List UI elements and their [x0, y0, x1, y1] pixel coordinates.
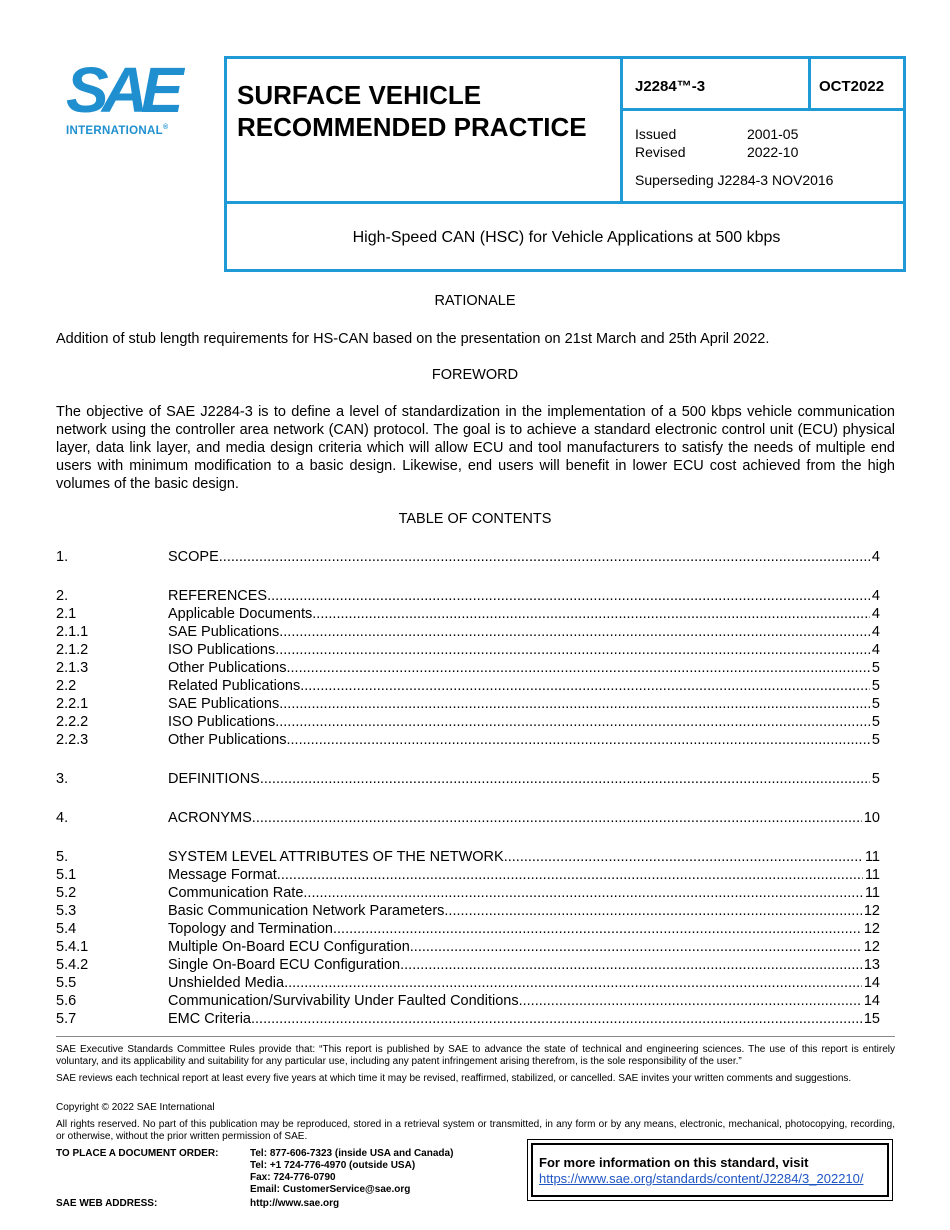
toc-entry-title-wrap — [168, 605, 870, 623]
toc-entry[interactable] — [56, 548, 880, 566]
toc-entry-page: 4 — [871, 549, 880, 565]
toc-entry-title: ISO Publications — [168, 714, 276, 730]
toc-entry[interactable] — [56, 713, 880, 731]
toc-leader-dots — [267, 587, 870, 605]
toc-entry-title-wrap — [168, 677, 870, 695]
toc-entry-page: 5 — [871, 696, 880, 712]
revised-value: 2022-10 — [747, 144, 799, 160]
review-note: SAE reviews each technical report at least every five years at which time it may be revised, reaffirmed, stabilized, or cancelled. SAE invites your written comments and suggestions. — [56, 1073, 852, 1084]
toc-entry-page: 11 — [864, 849, 880, 865]
toc-entry[interactable] — [56, 659, 880, 677]
footer-rule — [56, 1036, 895, 1037]
more-info-text: For more information on this standard, visit — [539, 1155, 809, 1170]
document-history — [635, 125, 905, 189]
toc-entry-page: 5 — [871, 732, 880, 748]
foreword-heading: FOREWORD — [431, 367, 519, 383]
toc-entry-page: 12 — [863, 921, 880, 937]
toc-entry[interactable] — [56, 974, 880, 992]
toc-entry[interactable] — [56, 866, 880, 884]
toc-entry[interactable] — [56, 920, 880, 938]
toc-entry-number: 5.3 — [56, 903, 77, 919]
toc-entry-number: 5.6 — [56, 993, 77, 1009]
toc-entry-number: 5.2 — [56, 885, 77, 901]
issued-value: 2001-05 — [747, 126, 799, 142]
header-divider — [227, 201, 906, 204]
toc-entry[interactable] — [56, 641, 880, 659]
toc-entry-title-wrap — [168, 920, 862, 938]
toc-entry[interactable] — [56, 1010, 880, 1028]
table-of-contents — [56, 548, 880, 1028]
toc-entry-title: EMC Criteria — [168, 1011, 251, 1027]
header-divider — [620, 59, 623, 201]
toc-entry-page: 4 — [871, 642, 880, 658]
toc-entry-page: 4 — [871, 588, 880, 604]
document-date: OCT2022 — [819, 78, 885, 95]
toc-entry-number: 3. — [56, 771, 69, 787]
toc-entry-title: DEFINITIONS — [168, 771, 260, 787]
toc-entry[interactable] — [56, 848, 880, 866]
toc-leader-dots — [286, 731, 869, 749]
document-type — [237, 79, 617, 143]
toc-entry-title: Other Publications — [168, 732, 287, 748]
toc-leader-dots — [300, 677, 870, 695]
document-number: J2284™-3 — [635, 78, 706, 95]
toc-entry-title-wrap — [168, 659, 870, 677]
toc-leader-dots — [219, 548, 870, 566]
toc-entry-page: 5 — [871, 714, 880, 730]
toc-leader-dots — [252, 809, 862, 827]
toc-leader-dots — [444, 902, 861, 920]
toc-entry[interactable] — [56, 902, 880, 920]
toc-entry[interactable] — [56, 770, 880, 788]
toc-entry-title-wrap — [168, 770, 870, 788]
toc-entry-title-wrap — [168, 992, 862, 1010]
toc-entry[interactable] — [56, 587, 880, 605]
logo-mark: SAE — [66, 54, 177, 126]
toc-spacer — [56, 788, 880, 809]
rights-note: All rights reserved. No part of this publication may be reproduced, stored in a retrieval system or transmitted, in any form or by any means, electronic, mechanical, photocopying, recording, or otherwise, without the prior written permission of SAE. — [56, 1119, 895, 1142]
toc-entry-title: Other Publications — [168, 660, 287, 676]
toc-leader-dots — [275, 641, 870, 659]
toc-entry[interactable] — [56, 731, 880, 749]
toc-entry-title: SYSTEM LEVEL ATTRIBUTES OF THE NETWORK — [168, 849, 504, 865]
document-type-line: RECOMMENDED PRACTICE — [237, 112, 587, 142]
toc-entry-title-wrap — [168, 1010, 862, 1028]
toc-entry-title: Multiple On-Board ECU Configuration — [168, 939, 410, 955]
toc-entry-page: 11 — [864, 885, 880, 901]
toc-leader-dots — [312, 605, 870, 623]
toc-spacer — [56, 566, 880, 587]
toc-entry-page: 12 — [863, 903, 880, 919]
toc-entry-title: SCOPE — [168, 549, 219, 565]
rationale-text: Addition of stub length requirements for HS-CAN based on the presentation on 21st March and 25th April 2022. — [56, 331, 770, 347]
toc-entry-page: 4 — [871, 606, 880, 622]
toc-leader-dots — [410, 938, 862, 956]
toc-leader-dots — [284, 974, 862, 992]
superseding-note: Superseding J2284-3 NOV2016 — [635, 172, 834, 188]
document-type-line: SURFACE VEHICLE — [237, 80, 482, 110]
toc-leader-dots — [275, 713, 870, 731]
toc-entry-title: SAE Publications — [168, 696, 280, 712]
logo-subtitle: INTERNATIONAL® — [66, 124, 169, 137]
toc-entry-title: REFERENCES — [168, 588, 268, 604]
fax: Fax: 724-776-0790 — [250, 1172, 336, 1183]
toc-entry-page: 14 — [863, 975, 880, 991]
toc-entry-title: Basic Communication Network Parameters — [168, 903, 445, 919]
toc-leader-dots — [279, 623, 870, 641]
toc-entry-title: Communication Rate — [168, 885, 304, 901]
toc-entry-number: 2.2.1 — [56, 696, 89, 712]
toc-entry-page: 5 — [871, 678, 880, 694]
toc-leader-dots — [504, 848, 863, 866]
toc-entry-title-wrap — [168, 695, 870, 713]
toc-entry-number: 5.5 — [56, 975, 77, 991]
toc-leader-dots — [279, 695, 870, 713]
toc-entry[interactable] — [56, 992, 880, 1010]
contact-details — [250, 1148, 530, 1196]
toc-entry-title-wrap — [168, 974, 862, 992]
toc-leader-dots — [400, 956, 862, 974]
standard-link[interactable]: https://www.sae.org/standards/content/J2284/3_202210/ — [539, 1171, 864, 1186]
toc-entry-page: 10 — [863, 810, 880, 826]
document-title: High-Speed CAN (HSC) for Vehicle Applications at 500 kbps — [352, 229, 781, 246]
toc-entry-number: 2.2 — [56, 678, 77, 694]
toc-leader-dots — [286, 659, 869, 677]
more-info-box — [527, 1139, 893, 1201]
issued-label: Issued — [635, 126, 677, 142]
header-box — [224, 56, 906, 272]
toc-entry-title-wrap — [168, 848, 863, 866]
email-link[interactable]: Email: CustomerService@sae.org — [250, 1184, 411, 1195]
sae-logo — [66, 54, 188, 140]
toc-leader-dots — [260, 770, 870, 788]
web-address-link[interactable]: http://www.sae.org — [250, 1198, 340, 1209]
toc-entry-number: 2.1.3 — [56, 660, 89, 676]
phone-inside: Tel: 877-606-7323 (inside USA and Canada) — [250, 1148, 454, 1159]
toc-entry[interactable] — [56, 809, 880, 827]
toc-entry-title-wrap — [168, 548, 870, 566]
toc-entry-title: Unshielded Media — [168, 975, 285, 991]
copyright: Copyright © 2022 SAE International — [56, 1102, 215, 1113]
toc-entry-page: 12 — [863, 939, 880, 955]
toc-entry-number: 5.7 — [56, 1011, 77, 1027]
toc-leader-dots — [333, 920, 862, 938]
toc-entry-title: Applicable Documents — [168, 606, 313, 622]
order-label: TO PLACE A DOCUMENT ORDER: — [56, 1148, 219, 1159]
header-divider — [620, 108, 906, 111]
toc-entry-title: ISO Publications — [168, 642, 276, 658]
toc-entry[interactable] — [56, 623, 880, 641]
toc-entry-page: 13 — [863, 957, 880, 973]
more-info-inner — [531, 1143, 889, 1197]
rationale-heading: RATIONALE — [434, 293, 516, 309]
toc-entry-number: 5.4 — [56, 921, 77, 937]
toc-entry-title-wrap — [168, 713, 870, 731]
toc-entry-title-wrap — [168, 884, 863, 902]
toc-entry[interactable] — [56, 605, 880, 623]
toc-entry-title-wrap — [168, 731, 870, 749]
toc-entry-number: 2.2.2 — [56, 714, 89, 730]
toc-entry-number: 5.1 — [56, 867, 77, 883]
toc-entry-page: 11 — [864, 867, 880, 883]
toc-entry-number: 2.1 — [56, 606, 77, 622]
revised-label: Revised — [635, 144, 686, 160]
toc-entry-title-wrap — [168, 641, 870, 659]
toc-entry-page: 5 — [871, 771, 880, 787]
web-label: SAE WEB ADDRESS: — [56, 1198, 158, 1209]
toc-spacer — [56, 827, 880, 848]
toc-entry-number: 2.1.2 — [56, 642, 89, 658]
toc-entry-title-wrap — [168, 956, 862, 974]
toc-entry-title-wrap — [168, 866, 863, 884]
toc-entry-number: 2.2.3 — [56, 732, 89, 748]
toc-entry[interactable] — [56, 938, 880, 956]
toc-entry-page: 14 — [863, 993, 880, 1009]
toc-entry-page: 5 — [871, 660, 880, 676]
toc-entry-title: Topology and Termination — [168, 921, 333, 937]
toc-entry-page: 4 — [871, 624, 880, 640]
committee-rules-note: SAE Executive Standards Committee Rules provide that: “This report is published by SAE to advance the state of technical and engineering sciences. The use of this report is entirely voluntary, and its applicability and suitability for any particular use, including any patent infringement arising therefrom, is the sole responsibility of the user.” — [56, 1044, 895, 1067]
phone-outside: Tel: +1 724-776-4970 (outside USA) — [250, 1160, 416, 1171]
toc-entry-number: 2.1.1 — [56, 624, 89, 640]
toc-entry-number: 2. — [56, 588, 69, 604]
header-divider — [808, 59, 811, 109]
toc-entry[interactable] — [56, 956, 880, 974]
toc-entry-title: Message Format — [168, 867, 277, 883]
toc-entry-title-wrap — [168, 809, 862, 827]
toc-entry-title-wrap — [168, 938, 862, 956]
toc-entry-number: 5.4.2 — [56, 957, 89, 973]
toc-entry-title: SAE Publications — [168, 624, 280, 640]
toc-entry-number: 4. — [56, 810, 69, 826]
toc-entry-title-wrap — [168, 623, 870, 641]
toc-entry-title-wrap — [168, 902, 862, 920]
toc-entry-title: ACRONYMS — [168, 810, 252, 826]
toc-heading: TABLE OF CONTENTS — [398, 511, 552, 527]
toc-leader-dots — [519, 992, 862, 1010]
toc-entry[interactable] — [56, 677, 880, 695]
toc-spacer — [56, 749, 880, 770]
toc-entry-number: 5. — [56, 849, 69, 865]
toc-entry[interactable] — [56, 695, 880, 713]
toc-entry-page: 15 — [863, 1011, 880, 1027]
toc-entry[interactable] — [56, 884, 880, 902]
toc-leader-dots — [303, 884, 863, 902]
toc-entry-title: Single On-Board ECU Configuration — [168, 957, 401, 973]
toc-entry-title-wrap — [168, 587, 870, 605]
toc-entry-title: Communication/Survivability Under Faulted Conditions — [168, 993, 519, 1009]
toc-leader-dots — [277, 866, 863, 884]
toc-entry-title: Related Publications — [168, 678, 301, 694]
toc-leader-dots — [251, 1010, 862, 1028]
toc-entry-number: 5.4.1 — [56, 939, 89, 955]
toc-entry-number: 1. — [56, 549, 69, 565]
foreword-text: The objective of SAE J2284-3 is to define a level of standardization in the implementation of a 500 kbps vehicle communication network using the controller area network (CAN) protocol. The goal is to achieve a standard electronic control unit (ECU) physical layer, data link layer, and media design criteria which will allow ECU and tool manufacturers to satisfy the needs of multiple end users with minimum modification to a basic design. Likewise, end users will benefit in lower ECU cost achieved from the high volumes of the basic design. — [56, 404, 895, 492]
